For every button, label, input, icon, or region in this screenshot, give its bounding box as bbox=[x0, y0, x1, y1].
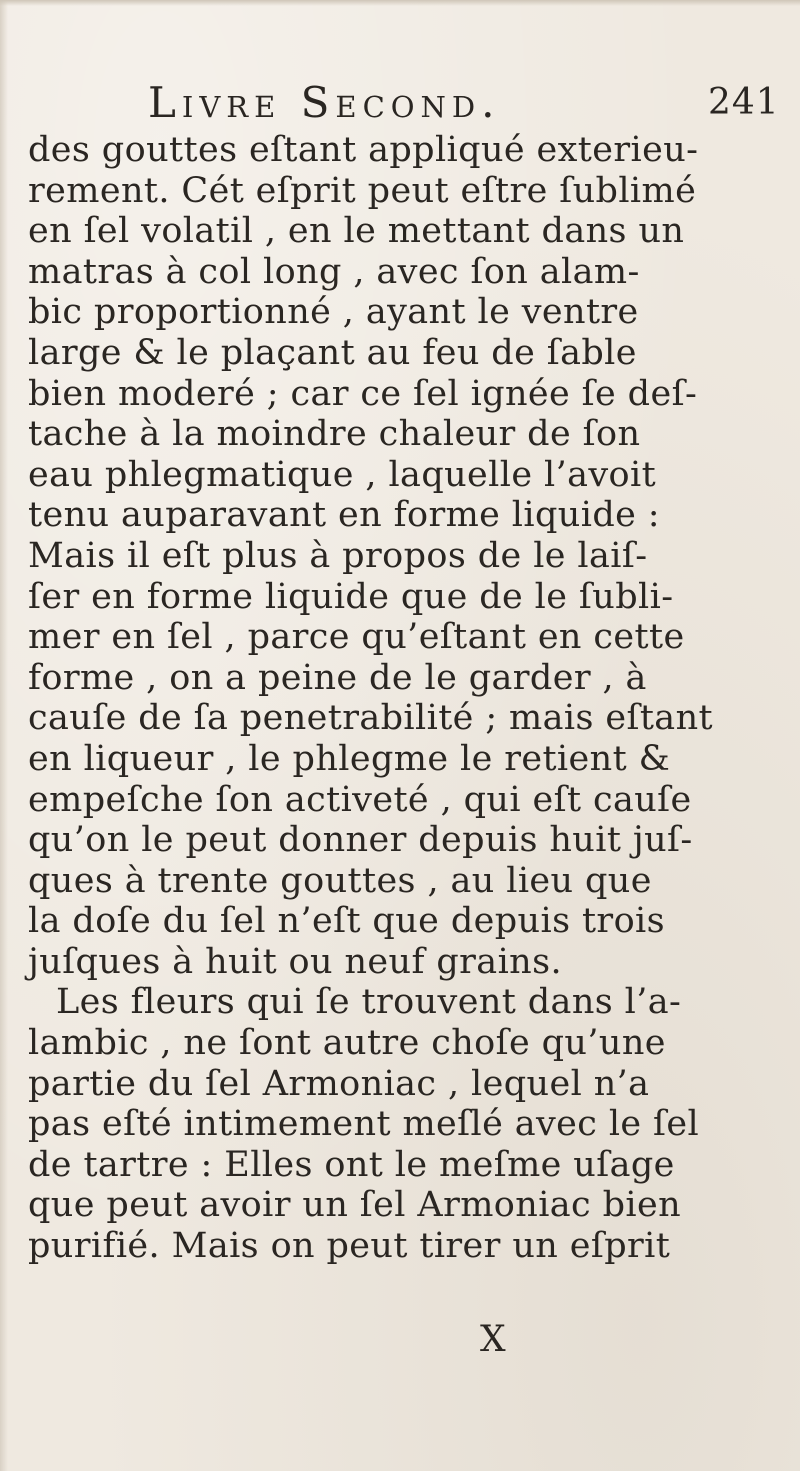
paragraph-start-line: Les fleurs qui ſe trouvent dans l’a- bbox=[56, 982, 682, 1023]
page-number: 241 bbox=[708, 82, 780, 123]
text-line: empeſche ſon activeté , qui eſt cauſe bbox=[28, 779, 692, 820]
signature-mark: X bbox=[480, 1319, 506, 1360]
page-top-shadow bbox=[0, 0, 800, 6]
page-gutter-edge bbox=[0, 0, 8, 1471]
text-line: la doſe du ſel n’eſt que depuis trois bbox=[28, 901, 665, 942]
text-line: qu’on le peut donner depuis huit juſ- bbox=[28, 820, 693, 861]
text-line: forme , on a peine de le garder , à bbox=[28, 657, 647, 698]
text-line: de tartre : Elles ont le meſme uſage bbox=[28, 1144, 675, 1185]
text-line: partie du ſel Armoniac , lequel n’a bbox=[28, 1063, 650, 1104]
text-line: matras à col long , avec ſon alam- bbox=[28, 251, 640, 292]
text-line: bien moderé ; car ce ſel ignée ſe deſ- bbox=[28, 373, 698, 414]
text-line: mer en ſel , parce qu’eſtant en cette bbox=[28, 617, 685, 658]
text-line: juſques à huit ou neuf grains. bbox=[28, 941, 562, 982]
running-head: Livre Second. bbox=[148, 78, 501, 127]
text-line: rement. Cét eſprit peut eſtre ſublimé bbox=[28, 170, 697, 211]
text-line: que peut avoir un ſel Armoniac bien bbox=[28, 1185, 682, 1226]
text-line: ques à trente gouttes , au lieu que bbox=[28, 860, 652, 901]
body-text bbox=[28, 130, 768, 1267]
text-line: eau phlegmatique , laquelle l’avoit bbox=[28, 454, 657, 495]
text-line: en liqueur , le phlegme le retient & bbox=[28, 738, 671, 779]
text-line: ſer en forme liquide que de le ſubli- bbox=[28, 576, 674, 617]
text-line: tache à la moindre chaleur de ſon bbox=[28, 414, 641, 455]
text-line: lambic , ne ſont autre choſe qu’une bbox=[28, 1023, 666, 1064]
page-header bbox=[0, 78, 800, 128]
text-line: en ſel volatil , en le mettant dans un bbox=[28, 211, 685, 252]
text-line: tenu auparavant en forme liquide : bbox=[28, 495, 660, 536]
text-line: large & le plaçant au feu de ſable bbox=[28, 332, 637, 373]
text-line: bic proportionné , ayant le ventre bbox=[28, 292, 639, 333]
text-line: cauſe de ſa penetrabilité ; mais eſtant bbox=[28, 698, 713, 739]
text-line: pas eſté intimement meſlé avec le ſel bbox=[28, 1104, 700, 1145]
text-line: Mais il eſt plus à propos de le laiſ- bbox=[28, 535, 648, 576]
text-line: purifié. Mais on peut tirer un eſprit bbox=[28, 1226, 671, 1267]
text-line: des gouttes eſtant appliqué exterieu- bbox=[28, 130, 699, 170]
